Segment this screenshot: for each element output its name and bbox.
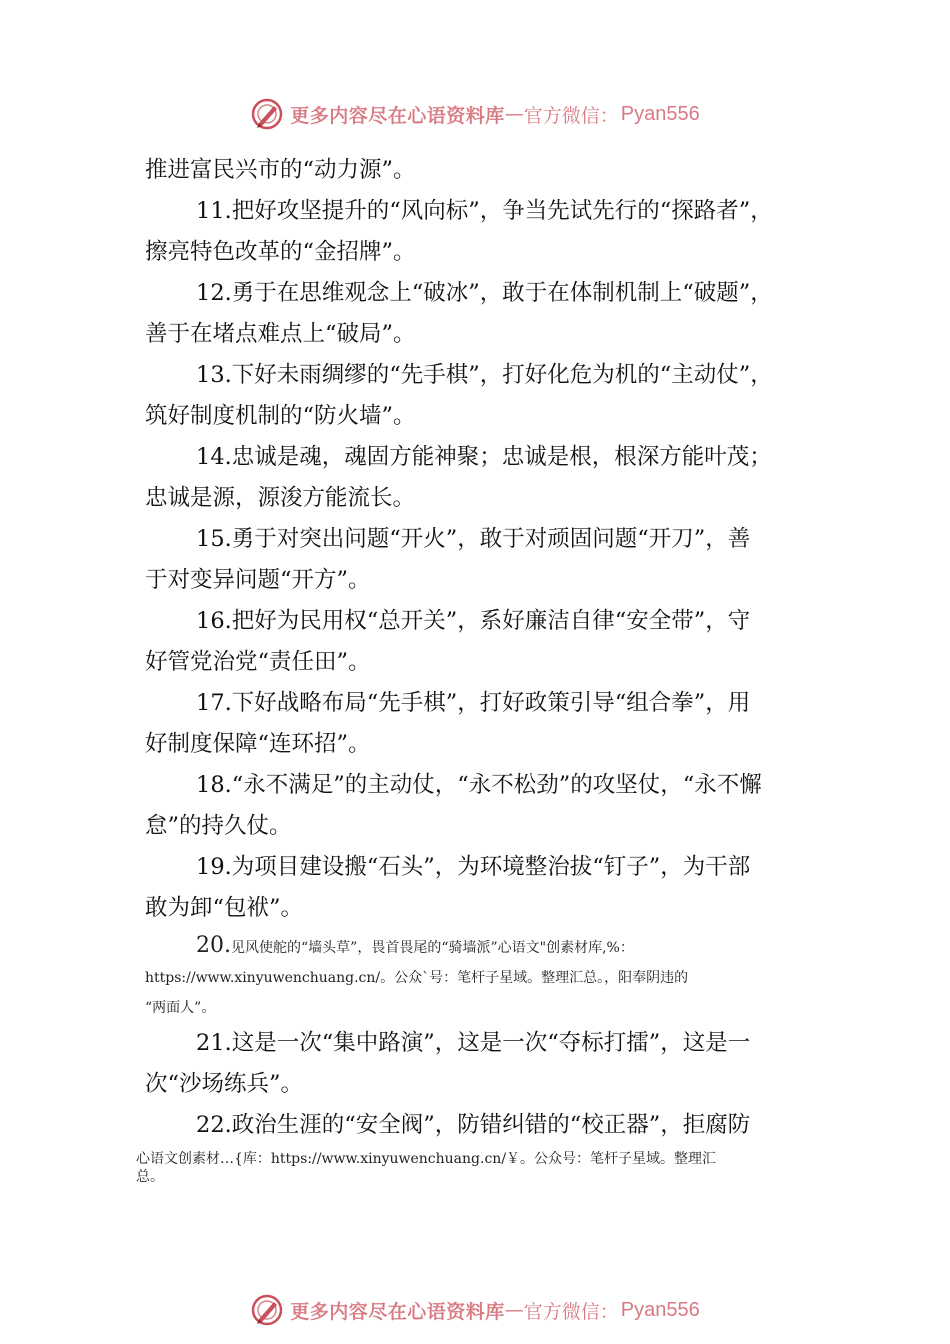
header-banner xyxy=(0,94,950,134)
text-line xyxy=(145,931,815,963)
text-line: 忠诚是源，源浚方能流长。 xyxy=(145,485,416,511)
text-line: 敢为卸“包袱”。 xyxy=(145,895,304,921)
footnote xyxy=(136,1150,836,1186)
text-line: 18.“永不满足”的主动仗，“永不松劲”的攻坚仗，“永不懈 xyxy=(196,772,762,798)
text-line: 好制度保障“连环招”。 xyxy=(145,731,371,757)
text-line: 次“沙场练兵”。 xyxy=(145,1071,304,1097)
paragraph-15 xyxy=(145,519,815,601)
header-title: 更多内容尽在心语资料库 xyxy=(290,104,505,127)
footnote-line: 心语文创素材…{库：https://www.xinyuwenchuang.cn/￥。公众号：笔杆子星域。整理汇 xyxy=(136,1151,717,1167)
text-line: 16.把好为民用权“总开关”，系好廉洁自律“安全带”，守 xyxy=(196,608,751,634)
text-line: 善于在堵点难点上“破局”。 xyxy=(145,321,416,347)
paragraph-19 xyxy=(145,847,815,929)
paragraph-18 xyxy=(145,765,815,847)
item-number: 20. xyxy=(196,933,231,958)
text-line: 筑好制度机制的“防火墙”。 xyxy=(145,403,416,429)
text-line: 19.为项目建设搬“石头”，为环境整治拔“钉子”，为干部 xyxy=(196,854,751,880)
text-line: 13.下好未雨绸缪的“先手棋”，打好化危为机的“主动仗”， xyxy=(196,362,773,388)
footnote-line: 总。 xyxy=(136,1169,164,1185)
text-fragment: 见风使舵的“墙头草”，畏首畏尾的“骑墙派”心语文"创素材库,%： xyxy=(231,940,634,956)
paragraph-14 xyxy=(145,437,815,519)
text-line: 15.勇于对突出问题“开火”，敢于对顽固问题“开刀”，善 xyxy=(196,526,751,552)
document-body xyxy=(145,150,815,1146)
text-line: “两面人”。 xyxy=(145,1000,216,1016)
header-wechat-id: Pyan556 xyxy=(620,102,700,125)
pen-logo-icon xyxy=(250,97,284,131)
text-line: 17.下好战略布局“先手棋”，打好政策引导“组合拳”，用 xyxy=(196,690,751,716)
pen-logo-icon xyxy=(250,1293,284,1327)
text-line: https://www.xinyuwenchuang.cn/。公众`号：笔杆子星域。整理汇总。，阳奉阴违的 xyxy=(145,970,689,986)
text-line: 21.这是一次“集中路演”，这是一次“夺标打擂”，这是一 xyxy=(196,1030,751,1056)
text-line: 好管党治党“责任田”。 xyxy=(145,649,371,675)
footer-banner xyxy=(0,1290,950,1330)
paragraph-12 xyxy=(145,273,815,355)
footer-separator: — xyxy=(504,1299,524,1321)
paragraph-continuation xyxy=(145,150,815,191)
text-line: 推进富民兴市的“动力源”。 xyxy=(145,157,416,183)
header-separator: — xyxy=(504,103,524,125)
text-line: 擦亮特色改革的“金招牌”。 xyxy=(145,239,416,265)
text-line: 于对变异问题“开方”。 xyxy=(145,567,371,593)
paragraph-17 xyxy=(145,683,815,765)
footer-title: 更多内容尽在心语资料库 xyxy=(290,1300,505,1323)
footer-wechat-label: 官方微信： xyxy=(523,1300,619,1323)
paragraph-22 xyxy=(145,1105,815,1146)
text-line: 22.政治生涯的“安全阀”，防错纠错的“校正器”，拒腐防 xyxy=(196,1112,751,1138)
paragraph-11 xyxy=(145,191,815,273)
header-wechat-label: 官方微信： xyxy=(523,104,619,127)
paragraph-21 xyxy=(145,1023,815,1105)
footer-wechat-id: Pyan556 xyxy=(620,1298,700,1321)
text-line: 14.忠诚是魂，魂固方能神聚；忠诚是根，根深方能叶茂； xyxy=(196,444,772,470)
text-line: 12.勇于在思维观念上“破冰”，敢于在体制机制上“破题”， xyxy=(196,280,773,306)
text-line: 怠”的持久仗。 xyxy=(145,813,292,839)
paragraph-16 xyxy=(145,601,815,683)
text-line: 11.把好攻坚提升的“风向标”，争当先试先行的“探路者”， xyxy=(196,198,773,224)
paragraph-13 xyxy=(145,355,815,437)
paragraph-20 xyxy=(145,931,815,1023)
